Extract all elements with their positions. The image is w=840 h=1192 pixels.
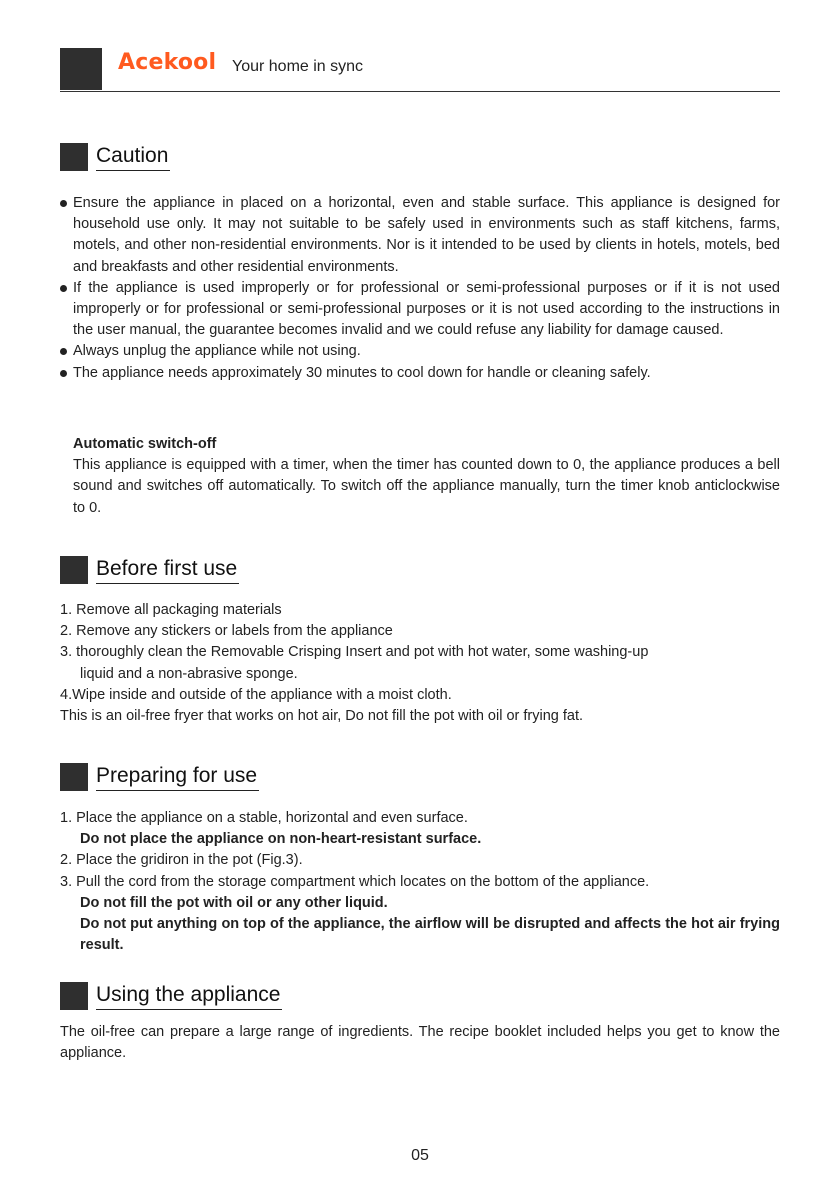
section-using-heading (60, 981, 282, 1011)
bullet-dot-icon (60, 348, 67, 355)
section-title: Preparing for use (96, 763, 259, 791)
before-first-use-steps (60, 600, 780, 727)
caution-bullet: If the appliance is used improperly or for professional or semi-professional purposes or if it is not used improperly or for professional or semi-professional purposes or it is not used according to the instructions in the user manual, the guarantee becomes invalid and we could refuse any liability for damage caused. (60, 278, 780, 342)
heading-square-icon (60, 763, 88, 791)
caution-bullet: Ensure the appliance in placed on a horizontal, even and stable surface. This appliance is designed for household use only. It may not suitable to be safely used in environments such as staff kitchens, farms, motels, and other non-residential environments. Nor is it intended to be used by clients in hotels, motels, bed and breakfasts and other residential environments. (60, 193, 780, 278)
section-preparing-heading (60, 762, 259, 792)
heading-square-icon (60, 982, 88, 1010)
heading-square-icon (60, 143, 88, 171)
warning-text: Do not fill the pot with oil or any other liquid. (80, 894, 388, 911)
oil-free-note: This is an oil-free fryer that works on hot air, Do not fill the pot with oil or frying fat. (60, 708, 584, 725)
heading-square-icon (60, 556, 88, 584)
preparing-steps (60, 808, 780, 956)
section-before-first-use-heading (60, 555, 239, 585)
step-item: 1. Remove all packaging materials (60, 602, 282, 618)
step-item-continued: liquid and a non-abrasive sponge. (80, 665, 298, 682)
section-title: Using the appliance (96, 982, 282, 1010)
caution-list (60, 193, 780, 384)
warning-text: Do not place the appliance on non-heart-resistant surface. (80, 831, 482, 848)
page-number: 05 (411, 1147, 429, 1164)
header-block (60, 48, 102, 90)
step-item: 4.Wipe inside and outside of the appliance with a moist cloth. (60, 686, 452, 703)
step-item: 3. Pull the cord from the storage compartment which locates on the bottom of the appliance. (60, 873, 650, 890)
step-item: 2. Place the gridiron in the pot (Fig.3). (60, 852, 303, 869)
bullet-dot-icon (60, 285, 67, 292)
bullet-dot-icon (60, 200, 67, 207)
caution-bullet: The appliance needs approximately 30 minutes to cool down for handle or cleaning safely. (60, 363, 780, 384)
using-text: The oil-free can prepare a large range of ingredients. The recipe booklet included helps you get to know the appliance. (60, 1024, 780, 1062)
section-caution-heading (60, 142, 170, 172)
section-title: Before first use (96, 556, 239, 584)
brand-logo: Acekool (118, 50, 217, 75)
section-title: Caution (96, 143, 170, 171)
brand-tagline: Your home in sync (232, 58, 364, 75)
step-item: 2. Remove any stickers or labels from the appliance (60, 623, 393, 640)
step-item: 3. thoroughly clean the Removable Crisping Insert and pot with hot water, some washing-up (60, 644, 649, 661)
warning-text: Do not put anything on top of the appliance, the airflow will be disrupted and affects the hot air frying result. (80, 916, 780, 954)
step-item: 1. Place the appliance on a stable, horizontal and even surface. (60, 810, 468, 826)
bullet-dot-icon (60, 370, 67, 377)
auto-switch-off-block (60, 434, 780, 519)
caution-bullet: Always unplug the appliance while not using. (60, 341, 780, 362)
header-divider (60, 91, 780, 92)
auto-switch-off-text: This appliance is equipped with a timer, when the timer has counted down to 0, the appliance produces a bell sound and switches off automatically. To switch off the appliance manually, turn the timer knob anticlockwise to 0. (73, 457, 780, 516)
auto-switch-off-title: Automatic switch-off (73, 436, 217, 452)
